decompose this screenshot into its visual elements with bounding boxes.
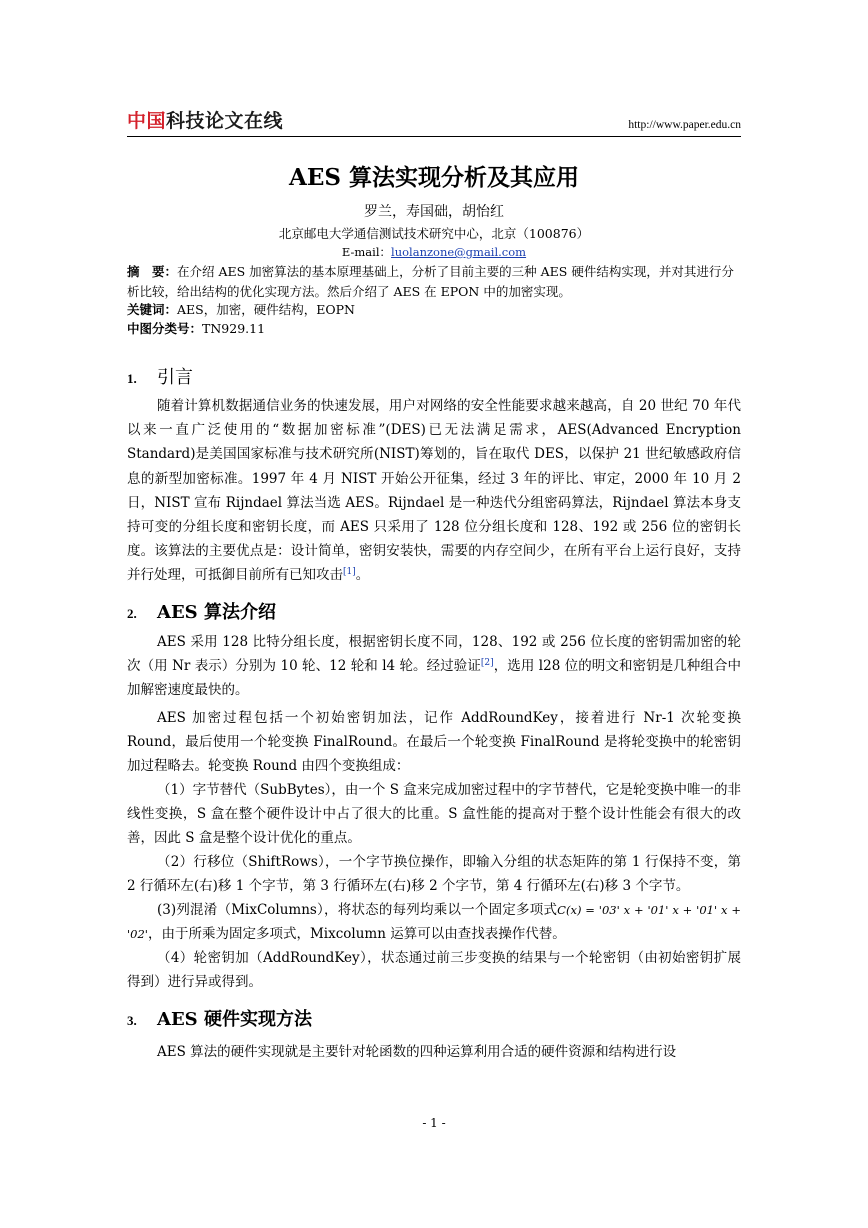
classification bbox=[127, 319, 741, 338]
paragraph-aes-1 bbox=[127, 630, 741, 703]
section-title: AES 算法介绍 bbox=[157, 602, 276, 623]
paragraph-item-2: （2）行移位（ShiftRows），一个字节换位操作，即输入分组的状态矩阵的第 1 行保持不变，第 2 行循环左(右)移 1 个字节，第 3 行循环左(右)移 2 个字节，第 4 行循环左(右)移 3 个字节。 bbox=[127, 854, 741, 895]
paragraph-aes-2: AES 加密过程包括一个初始密钥加法，记作 AddRoundKey，接着进行 Nr-1 次轮变换 Round，最后使用一个轮变换 FinalRound。在最后一个轮变换 FinalRound 是将轮变换中的轮密钥加过程略去。轮变换 Round 由四个变换组成： bbox=[127, 710, 741, 775]
section-number: 1. bbox=[127, 371, 137, 386]
item3-text-a: (3)列混淆（MixColumns），将状态的每列均乘以一个固定多项式 bbox=[157, 902, 558, 918]
paragraph-item-4: （4）轮密钥加（AddRoundKey），状态通过前三步变换的结果与一个轮密钥（由初始密钥扩展得到）进行异或得到。 bbox=[127, 950, 741, 991]
paragraph-item-1: （1）字节替代（SubBytes），由一个 S 盒来完成加密过程中的字节替代，它是轮变换中唯一的非线性变换，S 盒在整个硬件设计中占了很大的比重。S 盒性能的提高对于整个设计性能会有很大的改善，因此 S 盒是整个设计优化的重点。 bbox=[127, 782, 741, 847]
author-email-line bbox=[0, 245, 868, 259]
aes1-text-a: AES 采用 128 比特分组长度，根据密钥长度不同，128、192 或 256 位长度的密钥需加密的轮次（用 Nr 表示）分别为 10 轮、12 轮和 l4 轮。经过验证 bbox=[127, 634, 741, 675]
mixcolumns-formula: C(x) = '03' x + '01' x + '01' x + '02' bbox=[127, 903, 741, 942]
keywords-label: 关键词： bbox=[127, 302, 178, 317]
paragraph-item-3 bbox=[127, 898, 741, 946]
citation-ref[interactable]: [1] bbox=[343, 567, 356, 578]
paragraph-intro bbox=[127, 394, 741, 588]
classification-text: TN929.11 bbox=[202, 321, 266, 336]
intro-end: 。 bbox=[355, 567, 370, 584]
keywords bbox=[127, 300, 741, 319]
section-heading-3 bbox=[127, 1008, 312, 1033]
section-number: 3. bbox=[127, 1013, 137, 1028]
section-heading-1 bbox=[127, 366, 193, 391]
citation-ref[interactable]: [2] bbox=[480, 658, 494, 669]
journal-header bbox=[127, 108, 741, 134]
section-title: 引言 bbox=[157, 367, 193, 388]
section-heading-2 bbox=[127, 601, 276, 626]
section-title: AES 硬件实现方法 bbox=[157, 1009, 312, 1030]
header-rule bbox=[127, 136, 741, 137]
logo-red-text: 中国 bbox=[127, 110, 167, 132]
journal-logo bbox=[127, 108, 283, 134]
email-link[interactable]: luolanzone@gmail.com bbox=[391, 245, 527, 259]
email-label: E-mail： bbox=[341, 245, 392, 259]
aes1-text-b: ，选用 l28 位的明文和密钥是几种组合中加解密速度最快的。 bbox=[127, 658, 741, 699]
abstract bbox=[127, 262, 741, 301]
paper-authors: 罗兰，寿国础，胡怡红 bbox=[364, 204, 504, 220]
logo-dark-text: 科技论文在线 bbox=[166, 110, 284, 132]
paragraph-hardware: AES 算法的硬件实现就是主要针对轮函数的四种运算利用合适的硬件资源和结构进行设 bbox=[157, 1044, 677, 1060]
page-number: - 1 - bbox=[422, 1116, 446, 1130]
item3-text-b: ，由于所乘为固定多项式，Mixcolumn 运算可以由查找表操作代替。 bbox=[147, 926, 566, 943]
classification-label: 中图分类号： bbox=[127, 321, 203, 336]
abstract-label: 摘 要： bbox=[127, 264, 178, 279]
journal-url[interactable]: http://www.paper.edu.cn bbox=[628, 119, 741, 131]
paper-affiliation: 北京邮电大学通信测试技术研究中心，北京（100876） bbox=[278, 226, 590, 241]
paper-title: AES 算法实现分析及其应用 bbox=[289, 164, 579, 191]
intro-text: 随着计算机数据通信业务的快速发展，用户对网络的安全性能要求越来越高，自 20 世纪 70 年代以来一直广泛使用的“数据加密标准”(DES)已无法满足需求，AES(Advanced Encryption Standard)是美国国家标准与技术研究所(NIST)筹划的，旨在取代 DES，以保护 21 世纪敏感政府信息的新型加密标准。1997 年 4 月 NIST 开始公开征集，经过 3 年的评比、审定，2000 年 10 月 2 日，NIST 宣布 Rijndael 算法当选 AES。Rijndael 是一种迭代分组密码算法，Rijndael 算法本身支持可变的分组长度和密钥长度，而 AES 只采用了 128 位分组长度和 128、192 或 256 位的密钥长度。该算法的主要优点是：设计简单，密钥安装快，需要的内存空间少，在所有平台上运行良好，支持并行处理，可抵御目前所有已知攻击 bbox=[127, 398, 741, 584]
section-number: 2. bbox=[127, 606, 137, 621]
keywords-text: AES，加密，硬件结构，EOPN bbox=[177, 302, 355, 317]
abstract-text: 在介绍 AES 加密算法的基本原理基础上，分析了目前主要的三种 AES 硬件结构实现，并对其进行分析比较，给出结构的优化实现方法。然后介绍了 AES 在 EPON 中的加密实现。 bbox=[127, 264, 734, 299]
